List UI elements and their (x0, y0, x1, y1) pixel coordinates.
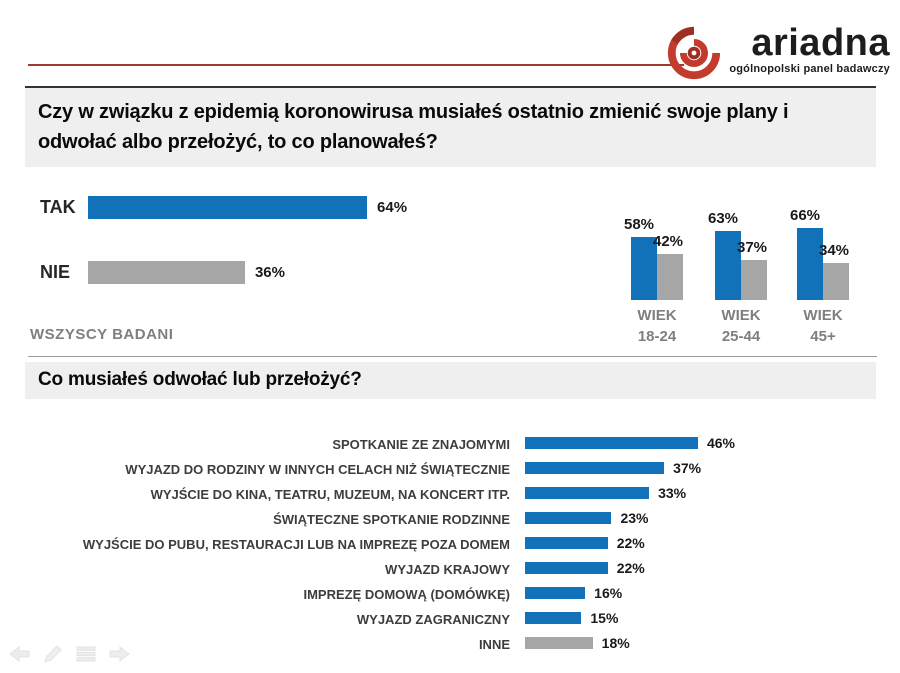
category-label-row9: INNE (478, 637, 510, 652)
value-label-row6: 22% (616, 560, 645, 576)
back-arrow-icon[interactable] (8, 642, 32, 666)
footer-toolbar (8, 642, 131, 666)
axis-label-18-24: WIEK 18-24 (637, 307, 677, 345)
value-label-row5: 22% (616, 535, 645, 551)
value-label-nie: 36% (254, 264, 285, 281)
ariadna-logo-icon (665, 24, 723, 82)
bar-tak-45+ (797, 228, 823, 300)
bar-row4 (525, 512, 611, 524)
value-label-tak-18-24: 58% (624, 215, 655, 233)
brand-name: ariadna (751, 22, 890, 64)
value-label-row8: 15% (590, 610, 619, 626)
category-label-row3: WYJŚCIE DO KINA, TEATRU, MUZEUM, NA KONCERT ITP. (150, 487, 510, 502)
header-rule (28, 64, 684, 66)
value-label-row3: 33% (658, 485, 687, 501)
category-label-row1: SPOTKANIE ZE ZNAJOMYMI (332, 437, 510, 452)
question1-text: Czy w związku z epidemią koronowirusa musiałeś ostatnio zmienić swoje plany i odwołać albo przełożyć, to co planowałeś? (38, 101, 789, 153)
category-label-tak: TAK (40, 197, 76, 217)
category-label-nie: NIE (40, 262, 71, 282)
value-label-row1: 46% (706, 435, 735, 451)
value-label-nie-18-24: 42% (653, 233, 684, 251)
bar-row3 (525, 487, 649, 499)
section-divider (28, 356, 877, 357)
bar-row2 (525, 462, 664, 474)
category-label-row6: WYJAZD KRAJOWY (385, 562, 510, 577)
value-label-row9: 18% (601, 635, 630, 651)
brand-logo (665, 24, 890, 82)
category-label-row4: ŚWIĄTECZNE SPOTKANIE RODZINNE (273, 512, 510, 527)
category-label-row8: WYJAZD ZAGRANICZNY (356, 612, 510, 627)
value-label-row2: 37% (673, 460, 702, 476)
brand-tagline: ogólnopolski panel badawczy (729, 63, 890, 75)
category-label-row5: WYJŚCIE DO PUBU, RESTAURACJI LUB NA IMPREZĘ POZA DOMEM (82, 537, 510, 552)
value-label-row7: 16% (594, 585, 623, 601)
axis-label-25-44: WIEK 25-44 (721, 307, 761, 345)
question1-title (25, 86, 876, 167)
list-icon[interactable] (74, 642, 98, 666)
bar-row6 (525, 562, 608, 574)
question2-text: Co musiałeś odwołać lub przełożyć? (38, 369, 362, 390)
bar-row7 (525, 587, 585, 599)
value-label-tak-25-44: 63% (708, 210, 739, 228)
category-label-row2: WYJAZD DO RODZINY W INNYCH CELACH NIŻ ŚWIĄTECZNIE (125, 462, 510, 477)
bar-nie (88, 261, 245, 284)
category-label-row7: IMPREZĘ DOMOWĄ (DOMÓWKĘ) (303, 587, 510, 602)
value-label-nie-45+: 34% (819, 241, 850, 259)
bar-nie-25-44 (741, 260, 767, 300)
bar-row1 (525, 437, 698, 449)
bar-row8 (525, 612, 581, 624)
forward-arrow-icon[interactable] (107, 642, 131, 666)
value-label-tak: 64% (377, 199, 408, 216)
bar-row9 (525, 637, 593, 649)
bar-nie-18-24 (657, 254, 683, 300)
question2-title (25, 362, 876, 399)
value-label-nie-25-44: 37% (737, 238, 768, 256)
pencil-icon[interactable] (41, 642, 65, 666)
bar-tak (88, 196, 367, 219)
bar-nie-45+ (823, 263, 849, 300)
value-label-row4: 23% (620, 510, 649, 526)
bar-row5 (525, 537, 608, 549)
axis-label-45+: WIEK 45+ (803, 307, 843, 345)
chart1-footnote: WSZYSCY BADANI (30, 326, 174, 343)
value-label-tak-45+: 66% (790, 207, 821, 225)
